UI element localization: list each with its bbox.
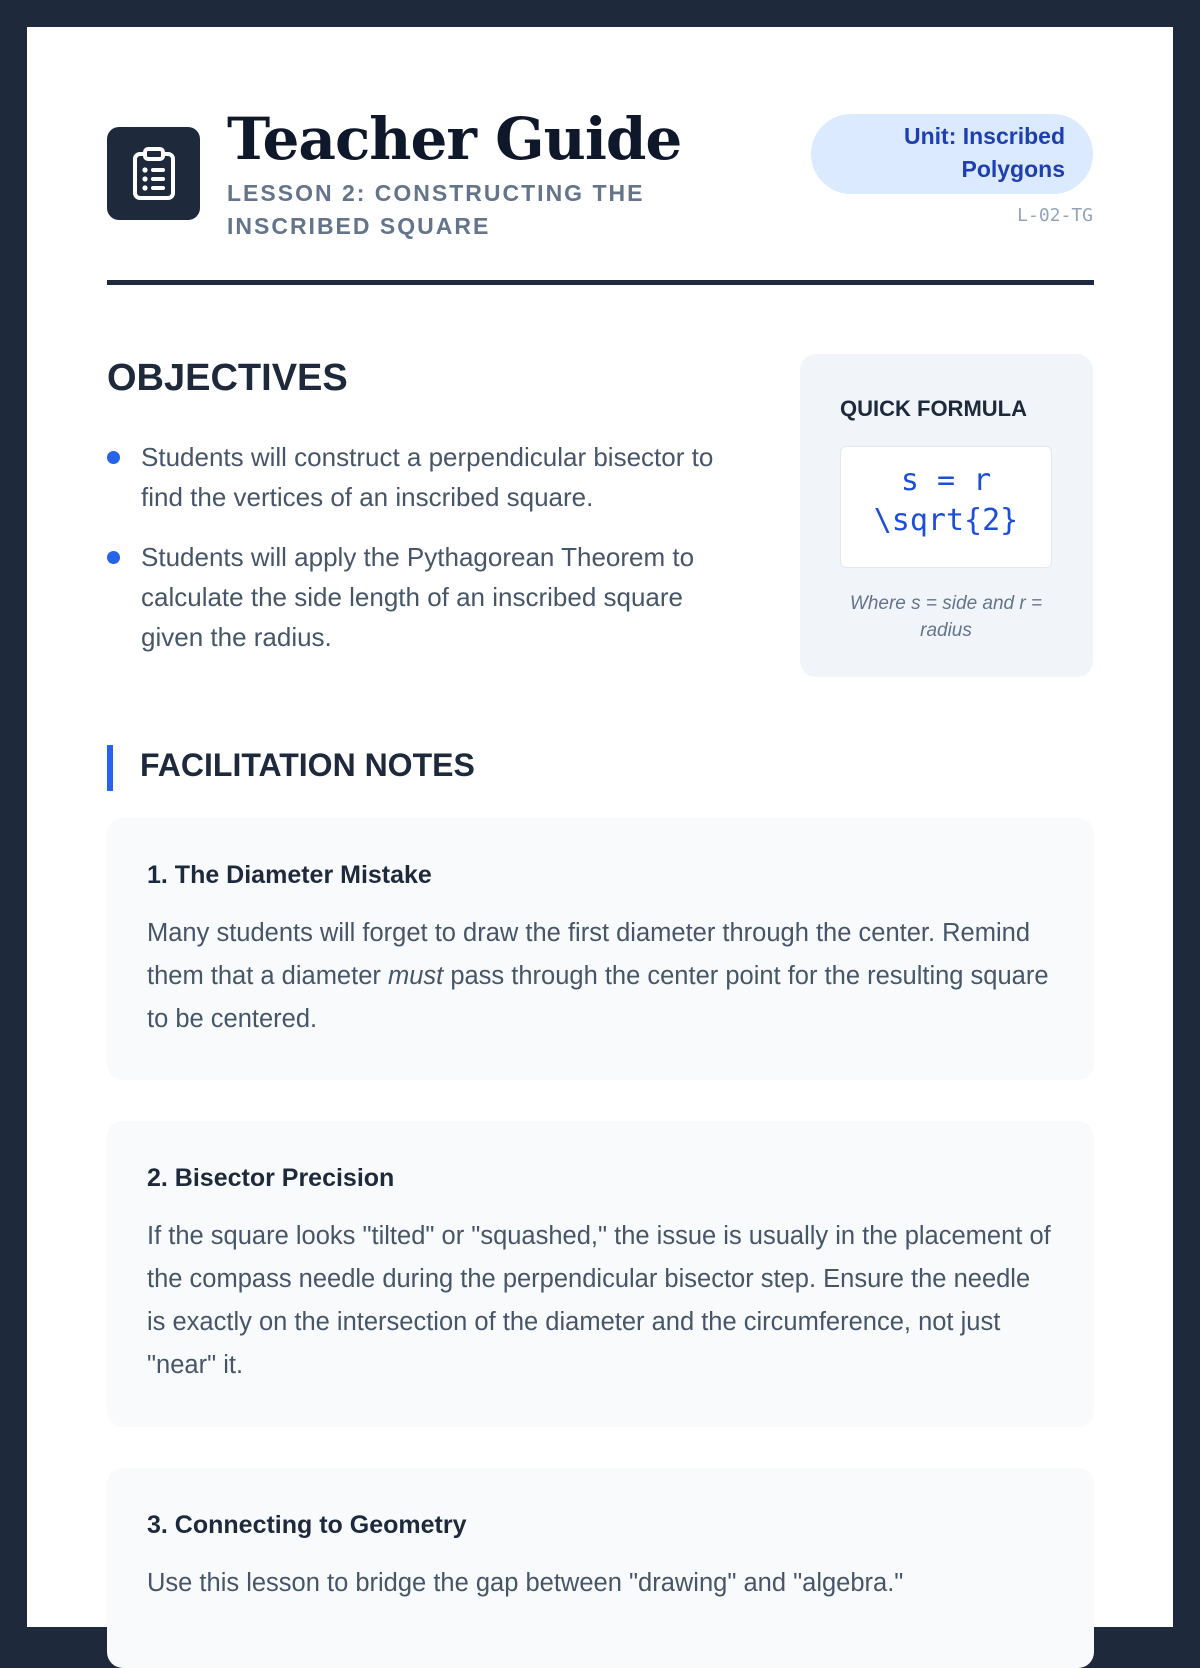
note-title: 2. Bisector Precision: [147, 1164, 395, 1192]
note-body-text: Many students will forget to draw the first diameter through the center. Remind them that a diameter: [147, 919, 1031, 990]
unit-badge: Unit: Inscribed Polygons: [811, 114, 1093, 194]
note-card: [107, 1121, 1094, 1427]
formula-line-1: s = r: [900, 463, 992, 498]
note-card: [107, 1468, 1094, 1668]
note-title: 1. The Diameter Mistake: [147, 861, 432, 889]
note-body: [147, 912, 1054, 1041]
clipboard-icon: [107, 127, 200, 220]
objective-text: Students will construct a perpendicular bisector to find the vertices of an inscribed square.: [141, 442, 714, 512]
lesson-subtitle: LESSON 2: CONSTRUCTING THE INSCRIBED SQUARE: [227, 180, 645, 239]
formula-expression: [840, 446, 1052, 568]
clipboard-icon-graphic: [132, 147, 176, 201]
formula-caption: Where s = side and r = radius: [849, 593, 1043, 641]
objectives-list: [107, 437, 747, 677]
quick-formula-card: [800, 354, 1093, 677]
note-body: Use this lesson to bridge the gap between "drawing" and "algebra.": [147, 1569, 904, 1597]
note-body: If the square looks "tilted" or "squashed," the issue is usually in the placement of the compass needle during the perpendicular bisector step. Ensure the needle is exactly on the intersection of the diameter and the circumference, not just "near" it.: [147, 1222, 1051, 1379]
document-page: [27, 27, 1173, 1627]
document-code: L-02-TG: [1017, 205, 1093, 226]
note-emphasis: must: [387, 962, 444, 990]
formula-heading: QUICK FORMULA: [840, 396, 1027, 421]
facilitation-heading: FACILITATION NOTES: [140, 747, 475, 783]
objective-text: Students will apply the Pythagorean Theorem to calculate the side length of an inscribed square given the radius.: [141, 542, 695, 652]
bullet-icon: [107, 451, 120, 464]
note-card: [107, 818, 1094, 1080]
objective-item: [107, 537, 747, 657]
bullet-icon: [107, 551, 120, 564]
header-divider: [107, 280, 1094, 285]
objective-item: [107, 437, 747, 517]
section-accent-bar: [107, 745, 113, 791]
formula-line-2: \sqrt{2}: [873, 503, 1019, 538]
note-title: 3. Connecting to Geometry: [147, 1511, 467, 1539]
objectives-heading: OBJECTIVES: [107, 357, 348, 399]
page-title: Teacher Guide: [227, 105, 682, 173]
note-body-text: pass through the center point for the resulting square to be centered.: [147, 962, 1049, 1033]
